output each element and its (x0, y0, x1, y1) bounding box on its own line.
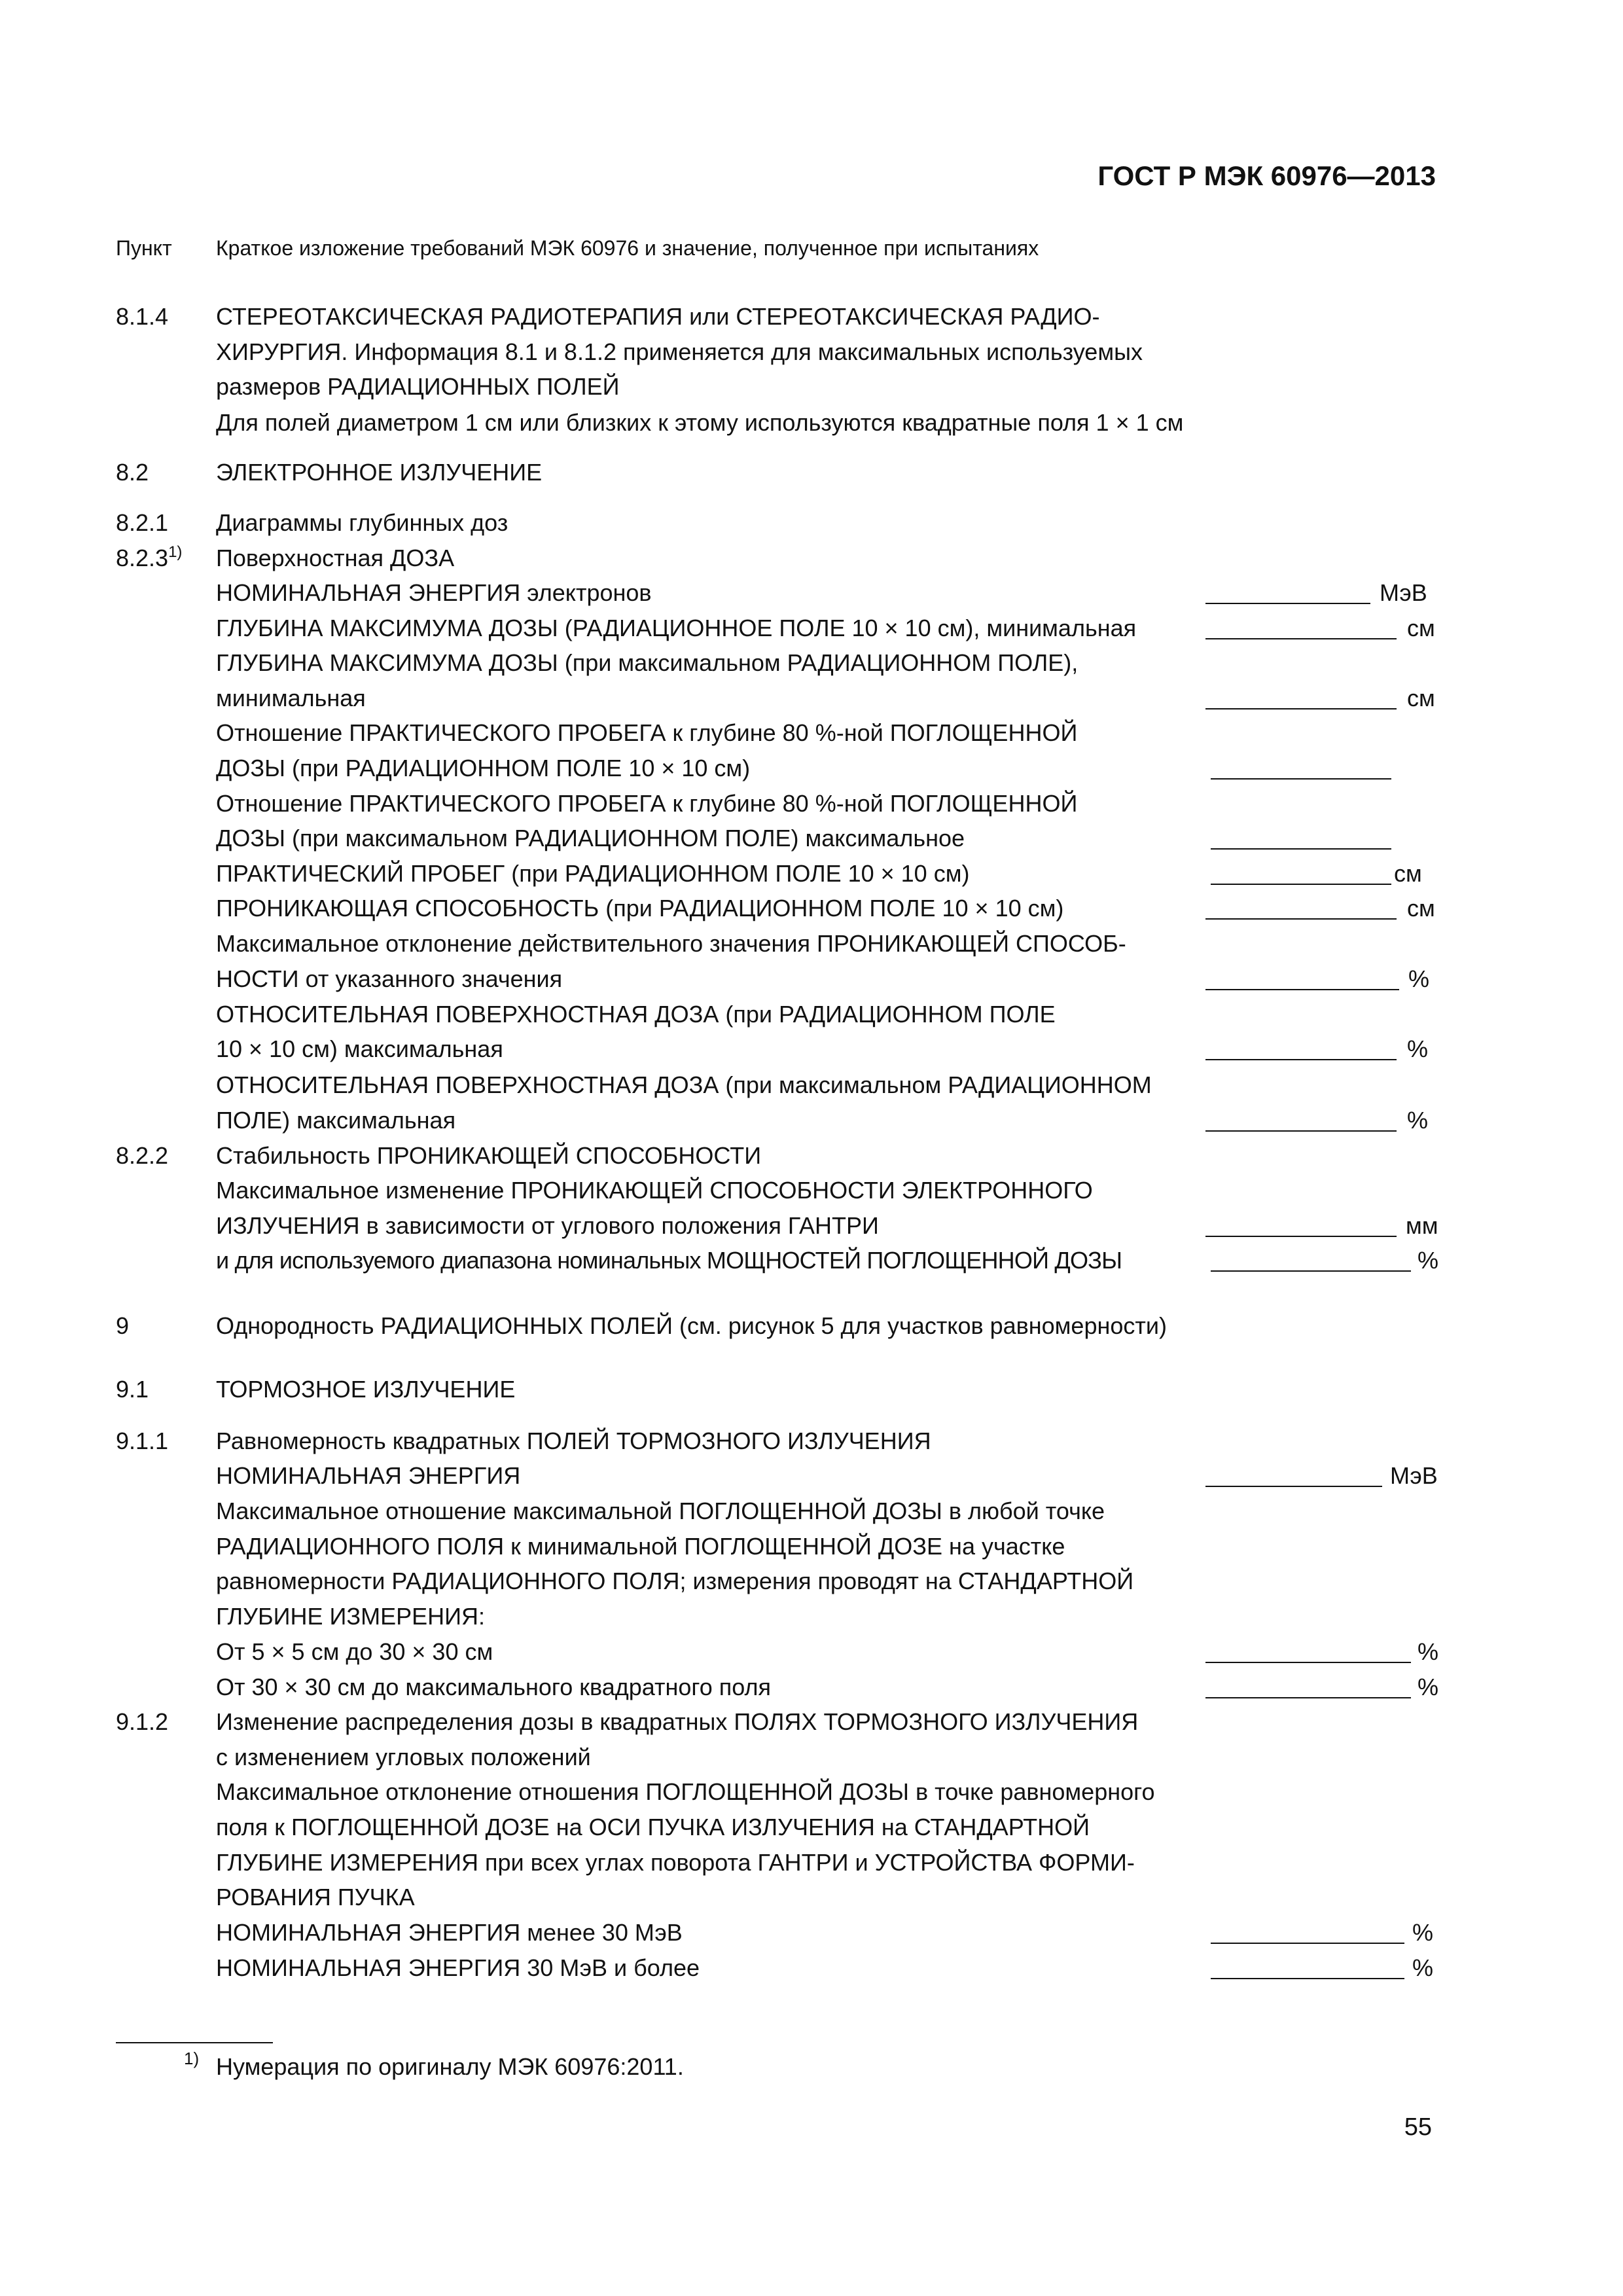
section-title: ТОРМОЗНОЕ ИЗЛУЧЕНИЕ (216, 1376, 516, 1403)
input-blank (1205, 708, 1397, 709)
item-number-8-2-1: 8.2.1 (116, 509, 169, 536)
input-blank (1205, 1236, 1397, 1237)
input-blank (1211, 1943, 1404, 1944)
section-title: Поверхностная ДОЗА (216, 545, 455, 571)
unit-label: % (1408, 965, 1430, 992)
item-number-9-1: 9.1 (116, 1376, 149, 1403)
unit-label: мм (1406, 1212, 1438, 1239)
footnote-separator (116, 2042, 273, 2043)
section-title: Равномерность квадратных ПОЛЕЙ ТОРМОЗНОГО ИЗЛУЧЕНИЯ (216, 1427, 931, 1454)
text-line: НОМИНАЛЬНАЯ ЭНЕРГИЯ (216, 1462, 521, 1489)
text-line: Максимальное отклонение отношения ПОГЛОЩЕННОЙ ДОЗЫ в точке равномерного (216, 1778, 1155, 1805)
input-blank (1211, 1978, 1404, 1979)
unit-label: см (1407, 895, 1435, 922)
input-blank (1205, 918, 1397, 920)
text-line: СТЕРЕОТАКСИЧЕСКАЯ РАДИОТЕРАПИЯ или СТЕРЕОТАКСИЧЕСКАЯ РАДИО- (216, 303, 1100, 330)
input-blank (1211, 848, 1391, 850)
input-blank (1211, 1270, 1411, 1272)
text-line: НОСТИ от указанного значения (216, 965, 563, 992)
item-number-9: 9 (116, 1312, 130, 1339)
document-code: ГОСТ Р МЭК 60976—2013 (1097, 160, 1436, 191)
input-blank (1205, 1486, 1382, 1487)
text-line: Максимальное отклонение действительного значения ПРОНИКАЮЩЕЙ СПОСОБ- (216, 930, 1126, 957)
column-header-item: Пункт (116, 236, 172, 260)
input-blank (1211, 884, 1391, 885)
unit-label: % (1407, 1107, 1429, 1134)
text-line: ПРАКТИЧЕСКИЙ ПРОБЕГ (при РАДИАЦИОННОМ ПОЛЕ 10 × 10 см) (216, 860, 970, 887)
section-title: Диаграммы глубинных доз (216, 509, 508, 536)
section-title: Стабильность ПРОНИКАЮЩЕЙ СПОСОБНОСТИ (216, 1142, 762, 1169)
text-line: РАДИАЦИОННОГО ПОЛЯ к минимальной ПОГЛОЩЕННОЙ ДОЗЕ на участке (216, 1533, 1065, 1560)
item-number-9-1-1: 9.1.1 (116, 1427, 169, 1454)
text-line: Для полей диаметром 1 см или близких к этому используются квадратные поля 1 × 1 см (216, 409, 1184, 436)
unit-label: см (1407, 685, 1435, 711)
text-line: и для используемого диапазона номинальных МОЩНОСТЕЙ ПОГЛОЩЕННОЙ ДОЗЫ (216, 1247, 1122, 1274)
footnote-reference: 1) (168, 543, 183, 561)
text-line: равномерности РАДИАЦИОННОГО ПОЛЯ; измерения проводят на СТАНДАРТНОЙ (216, 1568, 1134, 1594)
unit-label: % (1418, 1247, 1439, 1274)
text-line: НОМИНАЛЬНАЯ ЭНЕРГИЯ электронов (216, 579, 652, 606)
text-line: размеров РАДИАЦИОННЫХ ПОЛЕЙ (216, 373, 620, 400)
section-title: ЭЛЕКТРОННОЕ ИЗЛУЧЕНИЕ (216, 459, 543, 486)
input-blank (1205, 638, 1397, 639)
unit-label: см (1394, 860, 1422, 887)
text-line: ГЛУБИНЕ ИЗМЕРЕНИЯ при всех углах поворота ГАНТРИ и УСТРОЙСТВА ФОРМИ- (216, 1849, 1135, 1876)
text-line: с изменением угловых положений (216, 1744, 591, 1770)
text-line: НОМИНАЛЬНАЯ ЭНЕРГИЯ менее 30 МэВ (216, 1919, 683, 1946)
text-line: От 30 × 30 см до максимального квадратного поля (216, 1674, 771, 1700)
input-blank (1205, 989, 1399, 990)
text-line: Максимальное отношение максимальной ПОГЛОЩЕННОЙ ДОЗЫ в любой точке (216, 1498, 1105, 1524)
text-line: ПОЛЕ) максимальная (216, 1107, 456, 1134)
column-header-summary: Краткое изложение требований МЭК 60976 и значение, полученное при испытаниях (216, 236, 1039, 260)
footnote-text: Нумерация по оригиналу МЭК 60976:2011. (216, 2053, 684, 2080)
input-blank (1205, 603, 1370, 604)
text-line: Отношение ПРАКТИЧЕСКОГО ПРОБЕГА к глубине 80 %-ной ПОГЛОЩЕННОЙ (216, 790, 1078, 817)
item-number-8-1-4: 8.1.4 (116, 303, 169, 330)
input-blank (1205, 1059, 1397, 1060)
unit-label: МэВ (1390, 1462, 1438, 1489)
text-line: поля к ПОГЛОЩЕННОЙ ДОЗЕ на ОСИ ПУЧКА ИЗЛУЧЕНИЯ на СТАНДАРТНОЙ (216, 1814, 1090, 1840)
unit-label: см (1407, 615, 1435, 641)
text-line: Изменение распределения дозы в квадратных ПОЛЯХ ТОРМОЗНОГО ИЗЛУЧЕНИЯ (216, 1708, 1139, 1735)
unit-label: % (1412, 1954, 1434, 1981)
input-blank (1211, 778, 1391, 780)
text-line: минимальная (216, 685, 366, 711)
text-line: ИЗЛУЧЕНИЯ в зависимости от углового положения ГАНТРИ (216, 1212, 879, 1239)
text-line: ОТНОСИТЕЛЬНАЯ ПОВЕРХНОСТНАЯ ДОЗА (при максимальном РАДИАЦИОННОМ (216, 1071, 1152, 1098)
item-number-8-2: 8.2 (116, 459, 149, 486)
text-line: РОВАНИЯ ПУЧКА (216, 1884, 415, 1910)
text-line: Отношение ПРАКТИЧЕСКОГО ПРОБЕГА к глубине 80 %-ной ПОГЛОЩЕННОЙ (216, 719, 1078, 746)
text-line: ГЛУБИНЕ ИЗМЕРЕНИЯ: (216, 1603, 485, 1630)
item-number-8-2-3: 8.2.3$^{1)}$ (116, 543, 183, 571)
text-line: От 5 × 5 см до 30 × 30 см (216, 1638, 493, 1665)
section-title: Однородность РАДИАЦИОННЫХ ПОЛЕЙ (см. рисунок 5 для участков равномерности) (216, 1312, 1167, 1339)
unit-label: % (1418, 1674, 1439, 1700)
text-line: ГЛУБИНА МАКСИМУМА ДОЗЫ (при максимальном РАДИАЦИОННОМ ПОЛЕ), (216, 649, 1079, 676)
input-blank (1205, 1662, 1411, 1663)
text-line: Максимальное изменение ПРОНИКАЮЩЕЙ СПОСОБНОСТИ ЭЛЕКТРОННОГО (216, 1177, 1093, 1204)
text-line: ГЛУБИНА МАКСИМУМА ДОЗЫ (РАДИАЦИОННОЕ ПОЛЕ 10 × 10 см), минимальная (216, 615, 1137, 641)
page-number: 55 (1404, 2113, 1432, 2141)
input-blank (1205, 1697, 1411, 1698)
text-line: 10 × 10 см) максимальная (216, 1035, 503, 1062)
unit-label: % (1407, 1035, 1429, 1062)
footnote-mark: 1) (184, 2049, 200, 2068)
unit-label: % (1412, 1919, 1434, 1946)
text-line: ПРОНИКАЮЩАЯ СПОСОБНОСТЬ (при РАДИАЦИОННОМ ПОЛЕ 10 × 10 см) (216, 895, 1064, 922)
item-number-8-2-2: 8.2.2 (116, 1142, 169, 1169)
item-number-9-1-2: 9.1.2 (116, 1708, 169, 1735)
text-line: ДОЗЫ (при РАДИАЦИОННОМ ПОЛЕ 10 × 10 см) (216, 755, 751, 781)
input-blank (1205, 1130, 1397, 1132)
unit-label: МэВ (1380, 579, 1427, 606)
text-line: ОТНОСИТЕЛЬНАЯ ПОВЕРХНОСТНАЯ ДОЗА (при РАДИАЦИОННОМ ПОЛЕ (216, 1001, 1056, 1028)
text-line: НОМИНАЛЬНАЯ ЭНЕРГИЯ 30 МэВ и более (216, 1954, 700, 1981)
unit-label: % (1418, 1638, 1439, 1665)
text-line: ХИРУРГИЯ. Информация 8.1 и 8.1.2 применяется для максимальных используемых (216, 338, 1143, 365)
text-line: ДОЗЫ (при максимальном РАДИАЦИОННОМ ПОЛЕ) максимальное (216, 825, 965, 852)
